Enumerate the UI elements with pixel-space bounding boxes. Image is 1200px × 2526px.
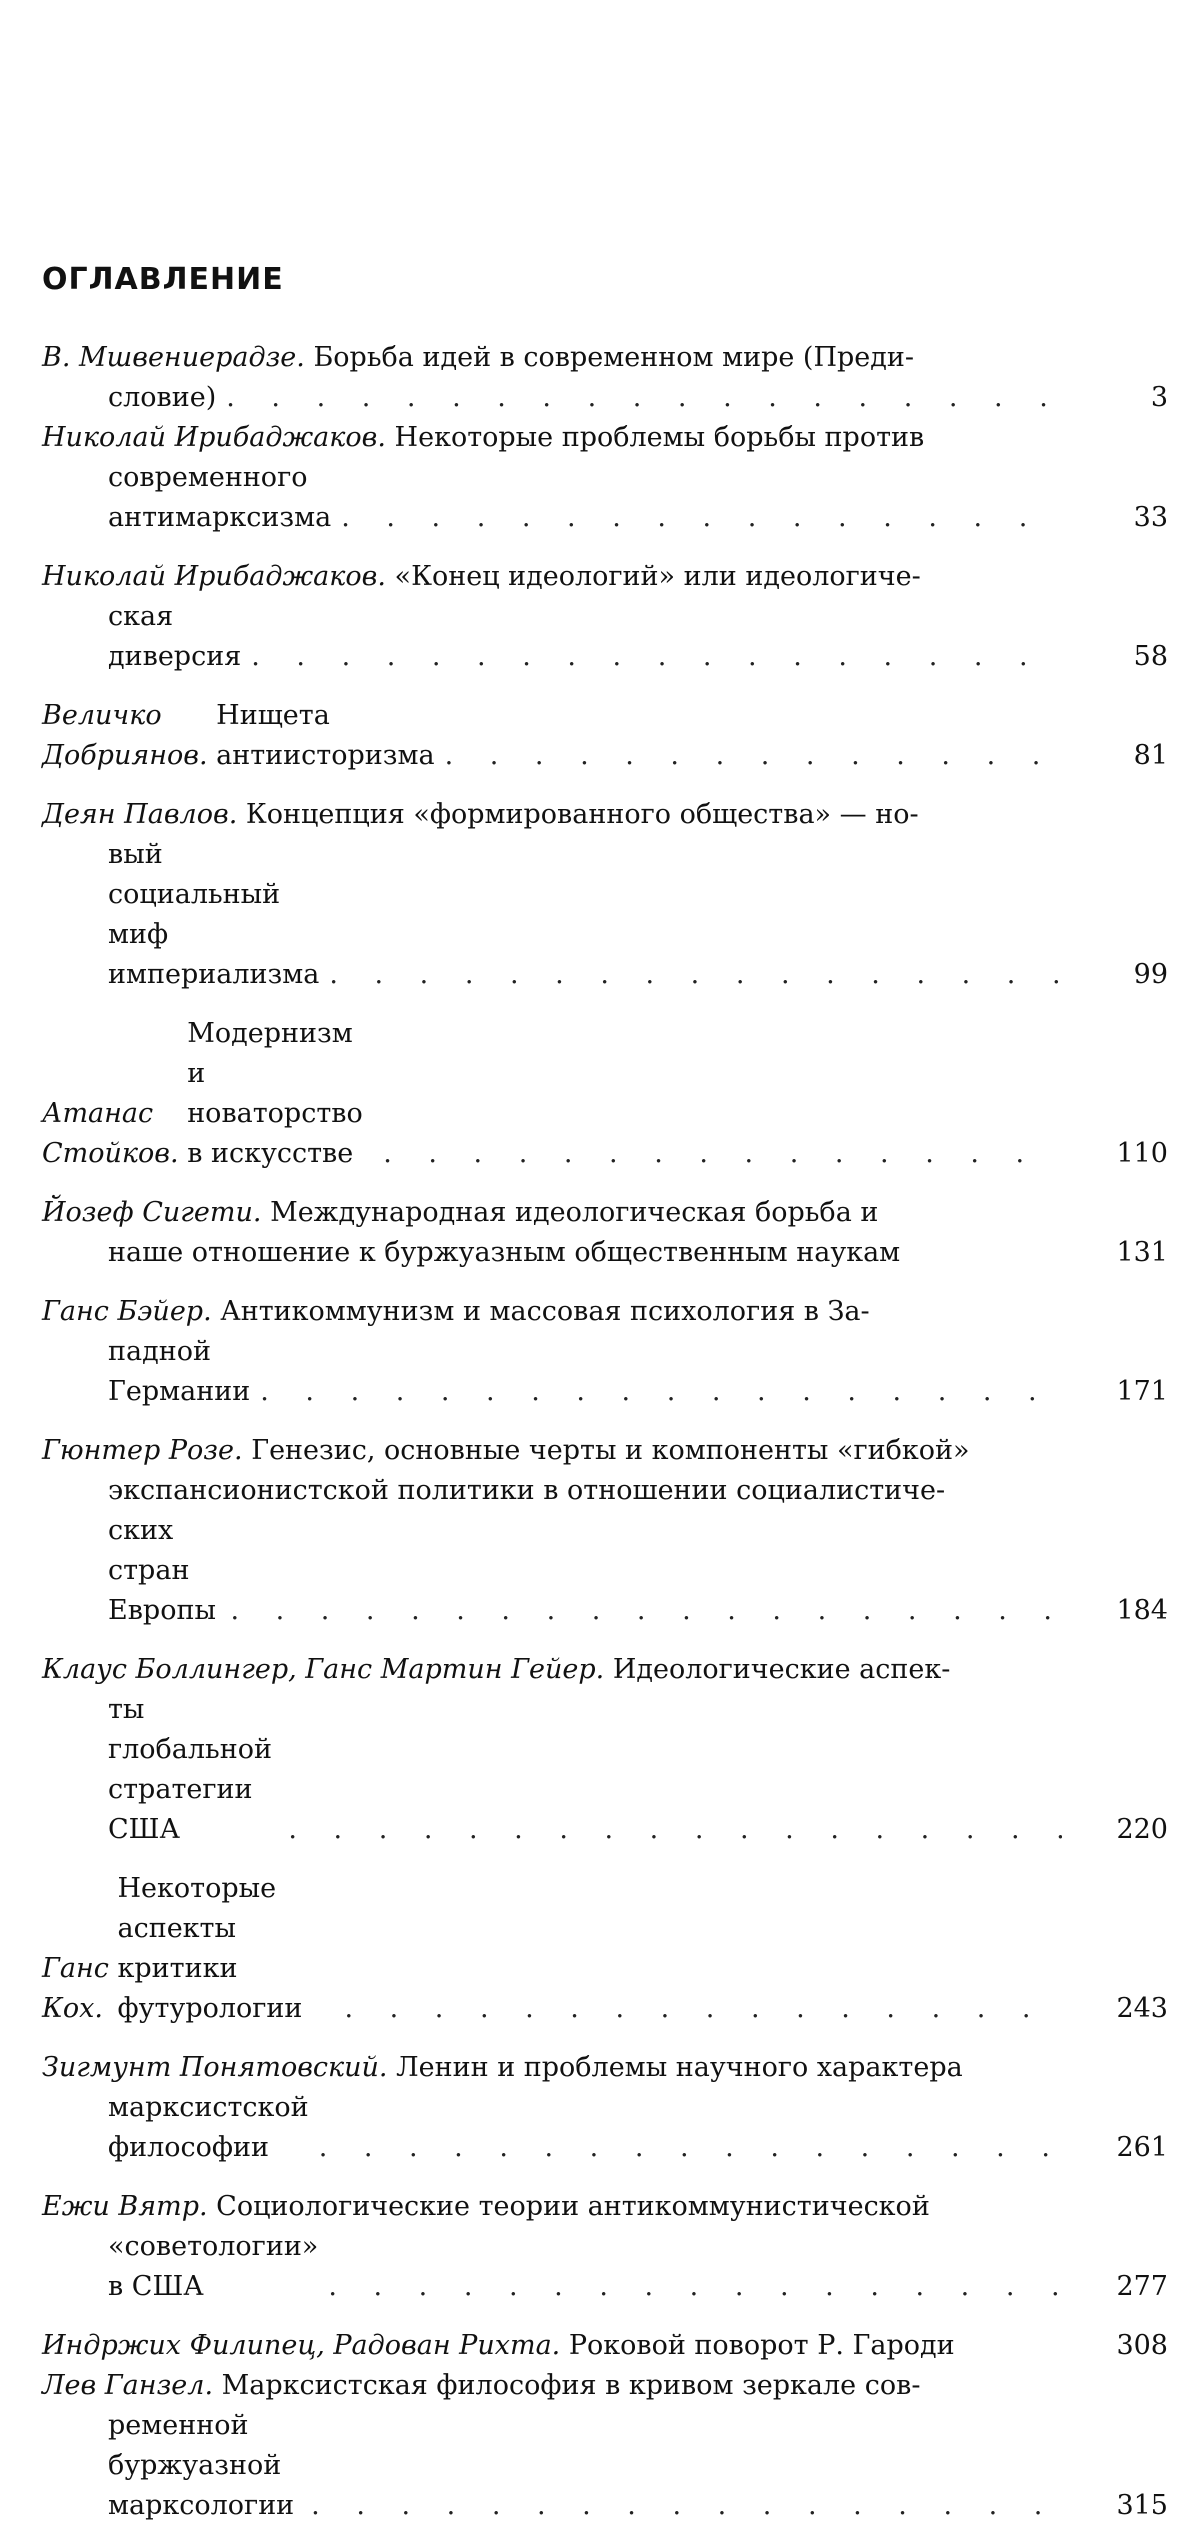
entry-title-continued: экспансионистской политики в отношении социалистиче- — [108, 1475, 946, 1506]
toc-entry-text — [42, 1193, 1062, 1273]
toc-entry-text — [42, 1431, 1062, 1631]
entry-title: Антикоммунизм и массовая психология в За- — [220, 1296, 870, 1327]
toc-entry-text — [42, 2048, 1062, 2168]
toc-entry — [42, 1193, 1168, 1273]
toc-entry — [42, 2326, 1168, 2366]
dot-leader — [445, 736, 1062, 776]
entry-title-continued: ременной буржуазной марксологии — [108, 2410, 295, 2521]
dot-leader — [319, 2128, 1062, 2168]
entry-title-continued: падной Германии — [108, 1336, 251, 1407]
entry-page-number: 261 — [1116, 2132, 1168, 2163]
entry-title-continued: «советологии» в США — [108, 2231, 319, 2302]
entry-author: Атанас Стойков. — [42, 1098, 179, 1169]
entry-title-continued: словие) — [108, 382, 217, 413]
dot-leader — [226, 378, 1062, 418]
toc-entry-text — [42, 1014, 1062, 1174]
entry-author: Клаус Боллингер, Ганс Мартин Гейер. — [42, 1654, 605, 1685]
dot-leader — [251, 637, 1062, 677]
toc-entry — [42, 1431, 1168, 1631]
toc-list — [42, 338, 1168, 2526]
dot-leader — [329, 955, 1062, 995]
entry-title-continued: марксистской философии — [108, 2092, 309, 2163]
entry-page-number: 99 — [1133, 959, 1168, 990]
toc-entry — [42, 557, 1168, 677]
toc-entry — [42, 2048, 1168, 2168]
toc-entry — [42, 795, 1168, 995]
toc-entry — [42, 2366, 1168, 2526]
entry-title: Идеологические аспек- — [612, 1654, 951, 1685]
toc-entry — [42, 1869, 1168, 2029]
entry-page-number: 171 — [1116, 1376, 1168, 1407]
entry-page-number: 220 — [1116, 1814, 1168, 1845]
entry-author: Деян Павлов. — [42, 799, 238, 830]
entry-author: Николай Ирибаджаков. — [42, 422, 386, 453]
entry-author: Индржих Филипец, Радован Рихта. — [42, 2330, 561, 2361]
entry-author: Николай Ирибаджаков. — [42, 561, 386, 592]
entry-page-number: 33 — [1133, 502, 1168, 533]
entry-author: Ежи Вятр. — [42, 2191, 208, 2222]
entry-title-continued: ты глобальной стратегии США — [108, 1694, 273, 1845]
entry-author: Зигмунт Понятовский. — [42, 2052, 388, 2083]
toc-entry — [42, 696, 1168, 776]
dot-leader — [230, 1591, 1062, 1631]
entry-title: Роковой поворот Р. Гароди — [568, 2330, 955, 2361]
entry-author: Ганс Кох. — [42, 1953, 109, 2024]
entry-page-number: 3 — [1150, 382, 1168, 413]
entry-title: Некоторые проблемы борьбы против — [394, 422, 925, 453]
toc-entry-text — [42, 1292, 1062, 1412]
entry-title: Марксистская философия в кривом зеркале сов- — [221, 2370, 921, 2401]
toc-entry-text — [42, 1869, 1062, 2029]
entry-page-number: 131 — [1116, 1237, 1168, 1268]
entry-page-number: 308 — [1116, 2330, 1168, 2361]
toc-entry-text — [42, 418, 1062, 538]
entry-author: В. Мшвениерадзе. — [42, 342, 305, 373]
toc-entry-text — [42, 2366, 1062, 2526]
entry-page-number: 277 — [1116, 2271, 1168, 2302]
entry-author: Лев Ганзел. — [42, 2370, 214, 2401]
entry-title-continued: ских стран Европы — [108, 1515, 216, 1626]
entry-page-number: 315 — [1116, 2490, 1168, 2521]
entry-title-continued: вый социальный миф империализма — [108, 839, 320, 990]
entry-page-number: 110 — [1116, 1138, 1168, 1169]
entry-title: Социологические теории антикоммунистической — [216, 2191, 930, 2222]
toc-entry-text — [42, 795, 1062, 995]
entry-page-number: 184 — [1116, 1595, 1168, 1626]
entry-page-number: 81 — [1133, 740, 1168, 771]
dot-leader — [341, 498, 1062, 538]
entry-title: Концепция «формированного общества» — но- — [245, 799, 919, 830]
toc-entry-text — [42, 2187, 1062, 2307]
entry-title: Нищета антиисторизма — [216, 700, 435, 771]
entry-author: Гюнтер Розе. — [42, 1435, 243, 1466]
toc-entry — [42, 418, 1168, 538]
toc-entry-text — [42, 338, 1062, 418]
dot-leader — [260, 1372, 1062, 1412]
dot-leader — [344, 1989, 1062, 2029]
entry-title: Борьба идей в современном мире (Преди- — [313, 342, 915, 373]
entry-page-number: 243 — [1116, 1993, 1168, 2024]
entry-title-continued: современного антимарксизма — [108, 462, 332, 533]
toc-entry-text — [42, 557, 1062, 677]
entry-title-continued: ская диверсия — [108, 601, 242, 672]
entry-author: Величко Добриянов. — [42, 700, 208, 771]
toc-entry-text — [42, 1650, 1062, 1850]
dot-leader — [311, 2486, 1062, 2526]
dot-leader — [288, 1810, 1062, 1850]
toc-entry — [42, 338, 1168, 418]
entry-title: Международная идеологическая борьба и — [270, 1197, 879, 1228]
dot-leader — [328, 2267, 1062, 2307]
entry-title: Ленин и проблемы научного характера — [396, 2052, 963, 2083]
toc-entry-text — [42, 696, 1062, 776]
entry-author: Йозеф Сигети. — [42, 1197, 262, 1228]
entry-page-number: 58 — [1133, 641, 1168, 672]
dot-leader — [383, 1134, 1062, 1174]
toc-heading: ОГЛАВЛЕНИЕ — [42, 262, 284, 297]
entry-title: Некоторые аспекты критики футурологии — [117, 1873, 303, 2024]
toc-entry — [42, 1292, 1168, 1412]
entry-author: Ганс Бэйер. — [42, 1296, 212, 1327]
toc-entry-text — [42, 2326, 1062, 2366]
toc-entry — [42, 2187, 1168, 2307]
entry-title: «Конец идеологий» или идеологиче- — [394, 561, 921, 592]
entry-title: Генезис, основные черты и компоненты «гибкой» — [251, 1435, 970, 1466]
entry-title: Модернизм и новаторство в искусстве — [187, 1018, 363, 1169]
entry-title-continued: наше отношение к буржуазным общественным наукам — [108, 1237, 901, 1268]
toc-entry — [42, 1014, 1168, 1174]
toc-entry — [42, 1650, 1168, 1850]
